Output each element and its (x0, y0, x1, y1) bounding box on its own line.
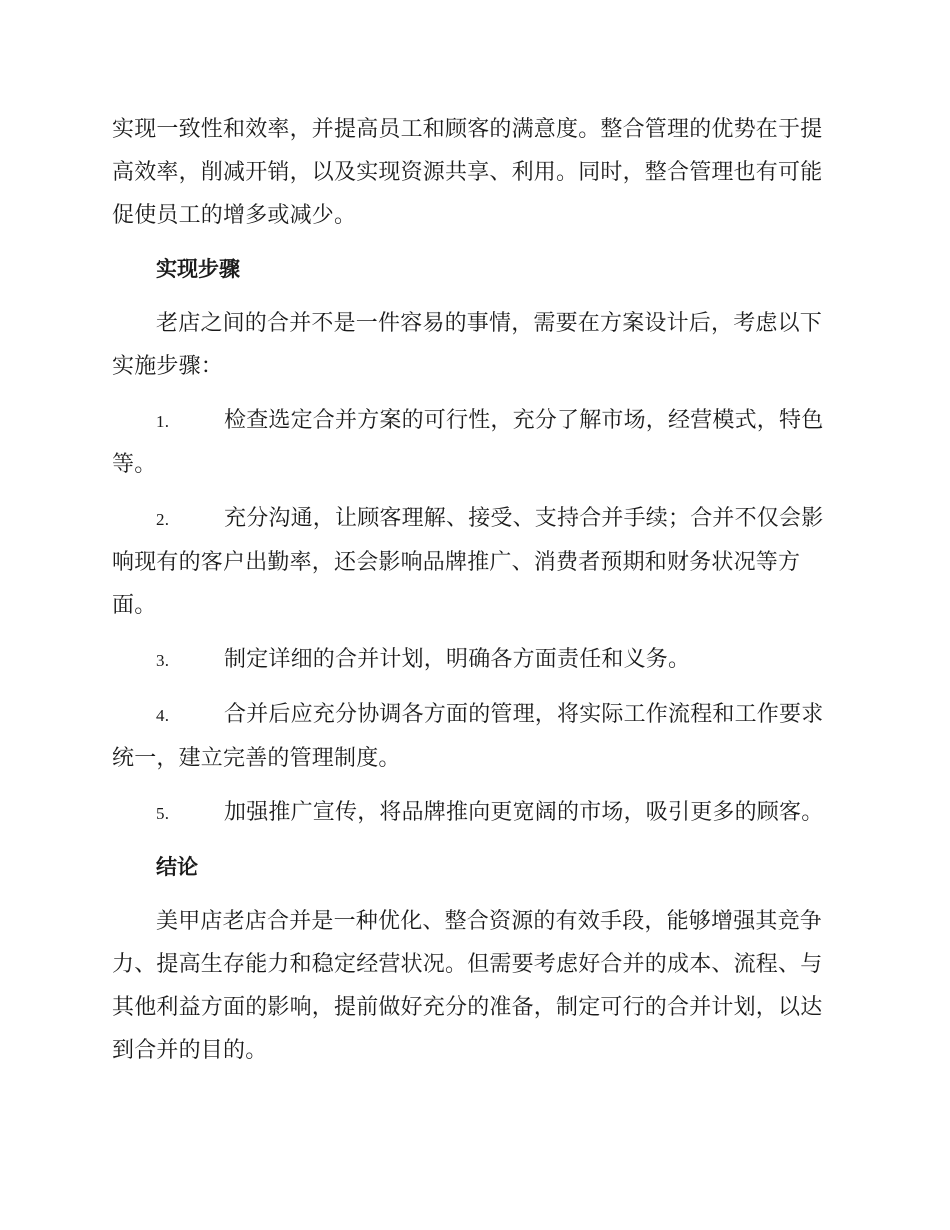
steps-lead-paragraph: 老店之间的合并不是一件容易的事情，需要在方案设计后，考虑以下实施步骤： (112, 311, 823, 379)
list-item (112, 399, 834, 486)
list-item (112, 638, 834, 682)
list-item (112, 497, 834, 627)
list-text: 制定详细的合并计划，明确各方面责任和义务。 (224, 647, 691, 672)
intro-paragraph: 实现一致性和效率，并提高员工和顾客的满意度。整合管理的优势在于提高效率，削减开销，以及实现资源共享、利用。同时，整合管理也有可能促使员工的增多或减少。 (112, 117, 823, 228)
list-item (112, 791, 834, 835)
list-item (112, 693, 834, 780)
list-text: 加强推广宣传，将品牌推向更宽阔的市场，吸引更多的顾客。 (224, 800, 824, 825)
list-text: 检查选定合并方案的可行性，充分了解市场，经营模式，特色等。 (112, 408, 824, 477)
list-number: 4. (156, 706, 170, 725)
list-text: 充分沟通，让顾客理解、接受、支持合并手续；合并不仅会影响现有的客户出勤率，还会影响品牌推广、消费者预期和财务状况等方面。 (112, 506, 824, 618)
document-page (112, 108, 834, 1083)
list-number: 2. (156, 510, 170, 529)
conclusion-paragraph: 美甲店老店合并是一种优化、整合资源的有效手段，能够增强其竞争力、提高生存能力和稳定经营状况。但需要考虑好合并的成本、流程、与其他利益方面的影响，提前做好充分的准备，制定可行的合并计划，以达到合并的目的。 (112, 909, 823, 1063)
list-number: 5. (156, 804, 170, 823)
conclusion-heading: 结论 (156, 855, 198, 879)
list-number: 1. (156, 412, 170, 431)
list-text: 合并后应充分协调各方面的管理，将实际工作流程和工作要求统一，建立完善的管理制度。 (112, 702, 824, 771)
list-number: 3. (156, 651, 170, 670)
steps-heading: 实现步骤 (156, 257, 240, 281)
